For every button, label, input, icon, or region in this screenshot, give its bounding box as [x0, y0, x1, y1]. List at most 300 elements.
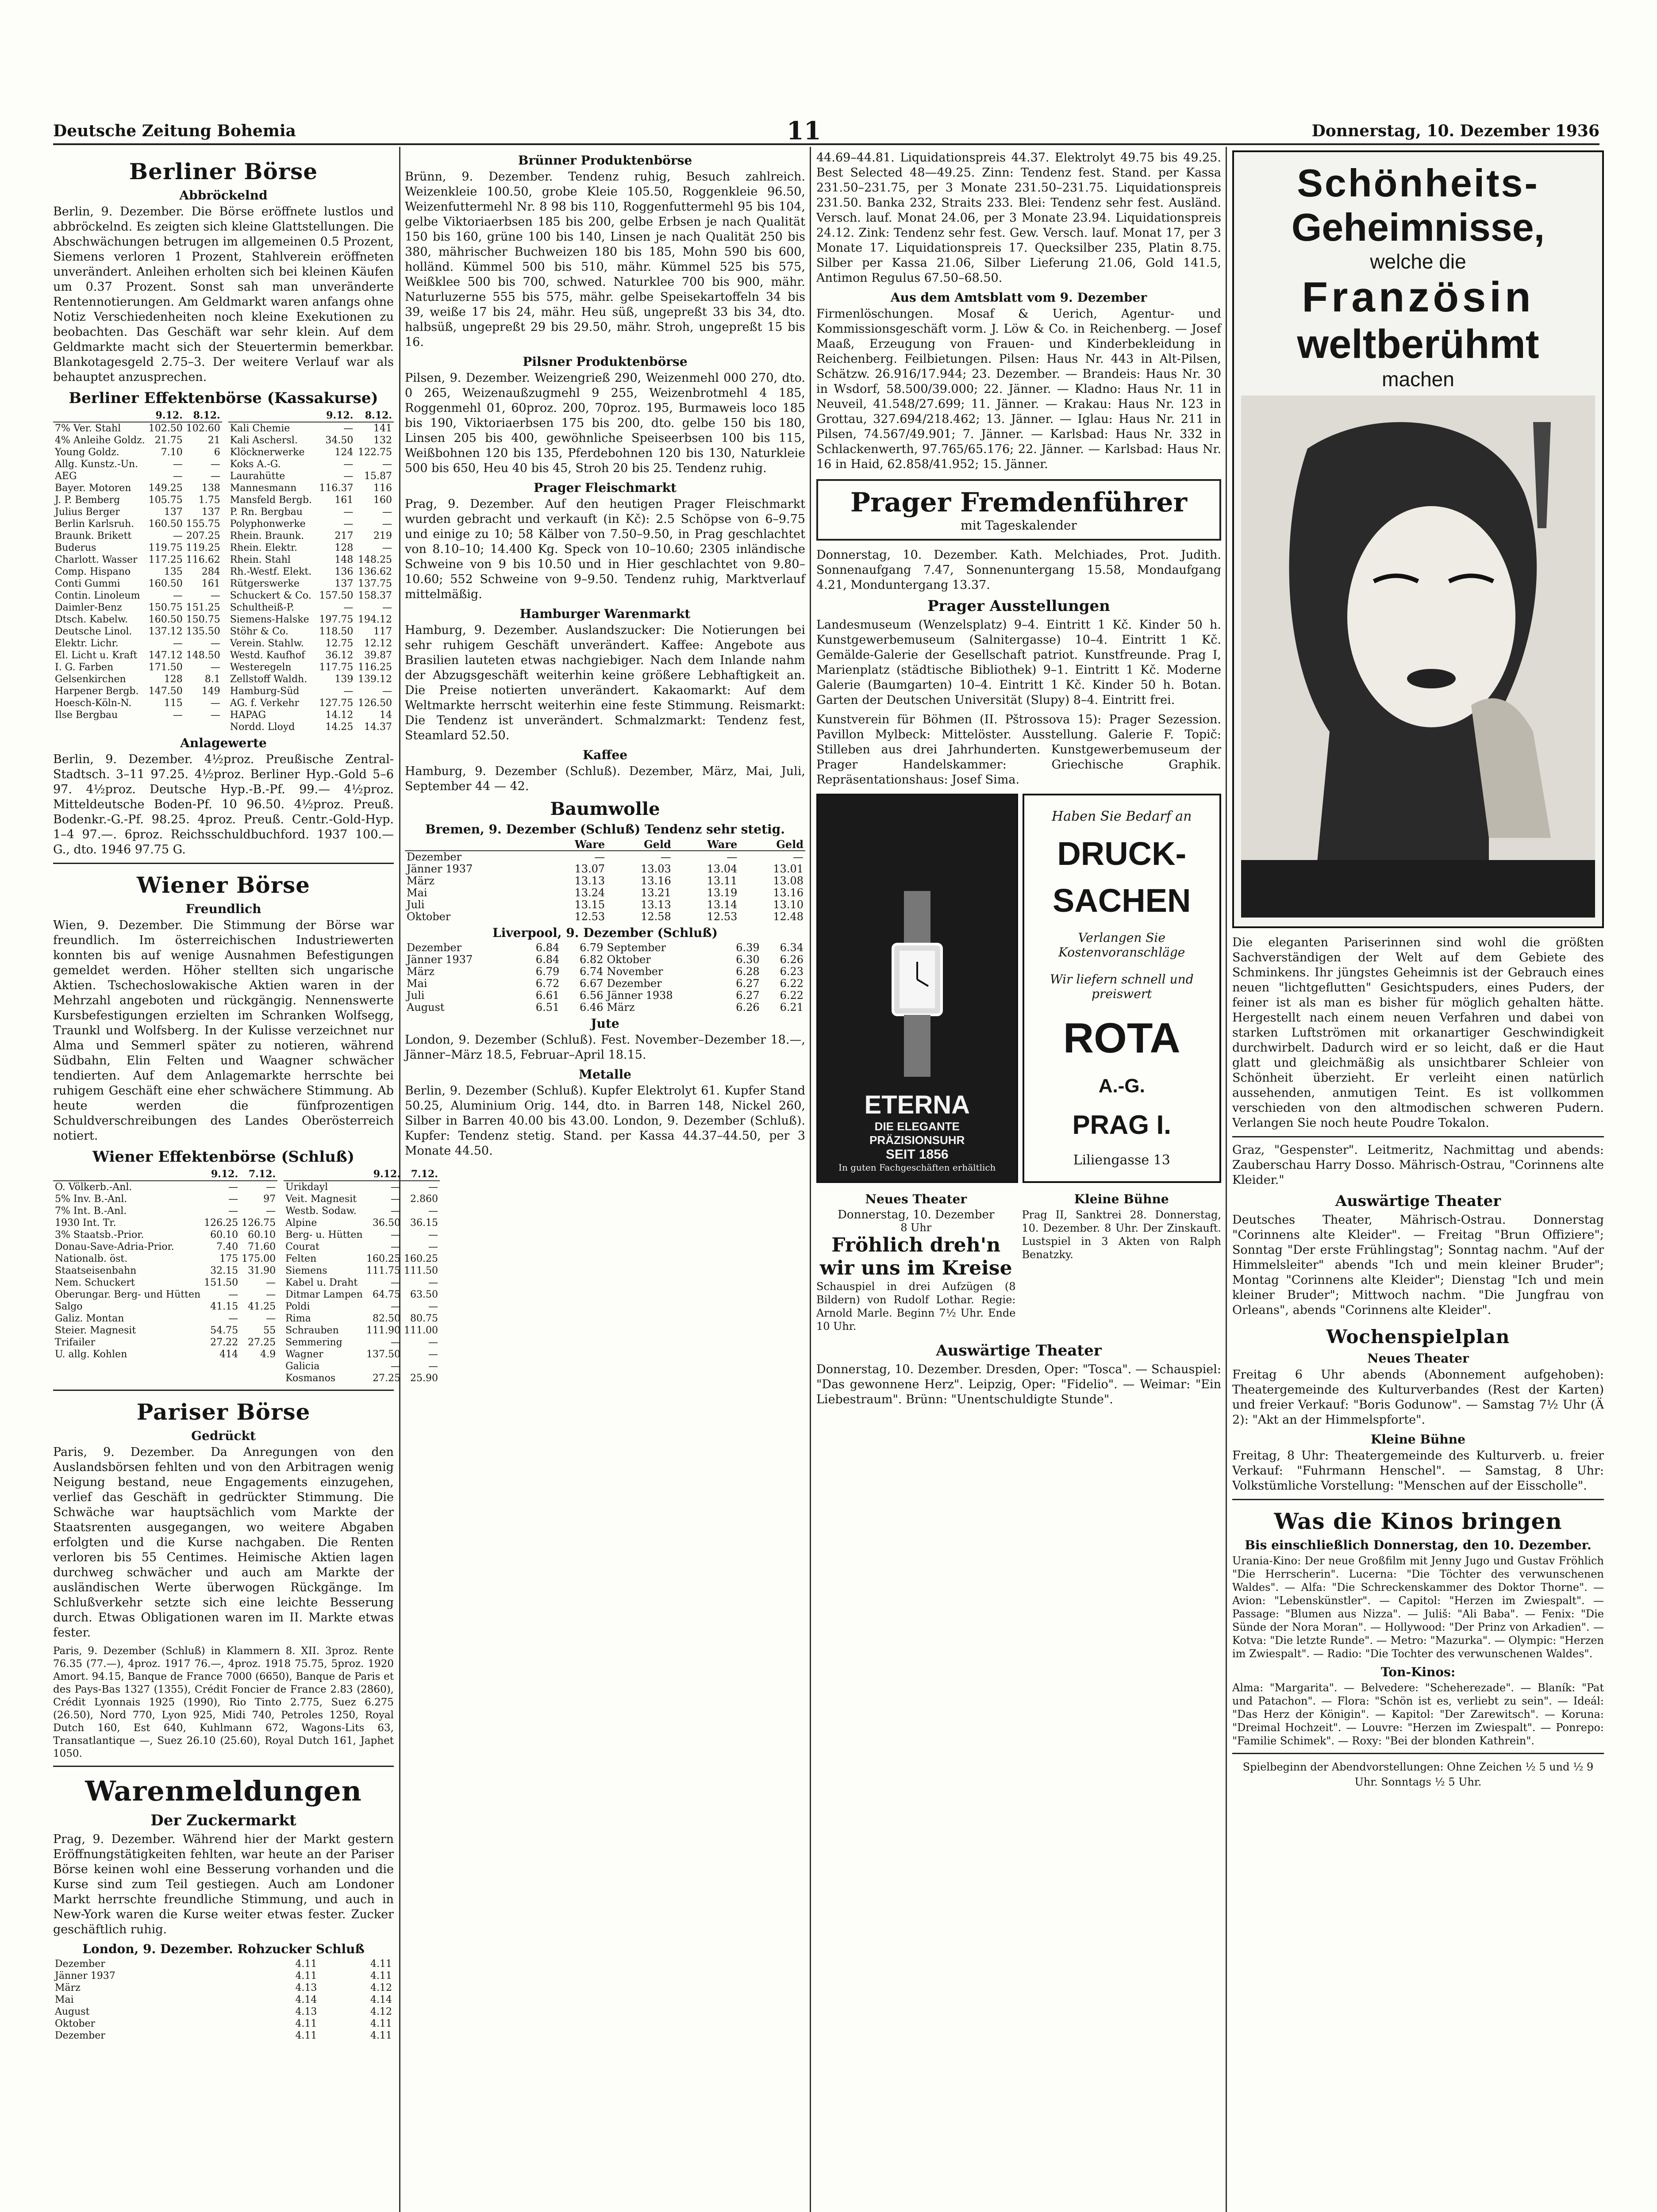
- row-label: AEG: [55, 471, 77, 482]
- row-value: —: [266, 1182, 276, 1193]
- table-row: [53, 1970, 394, 1982]
- table-row: [53, 530, 222, 542]
- row-label: Conti Gummi: [55, 578, 120, 589]
- berlin-table-title: Berliner Effektenbörse (Kassakurse): [69, 389, 378, 407]
- table-row: [228, 578, 394, 590]
- row-value: 8.1: [204, 674, 220, 685]
- amtsblatt-heading: Aus dem Amtsblatt vom 9. Dezember: [890, 290, 1147, 305]
- table-row: [228, 554, 394, 566]
- row-value: 111.75: [366, 1265, 400, 1276]
- rota-line-8: PRAG I.: [1072, 1110, 1171, 1140]
- row-value: —: [382, 542, 392, 553]
- row-value: 6.27: [736, 977, 760, 990]
- table-row: [228, 470, 394, 482]
- row-value: 4.13: [295, 1982, 317, 1993]
- table-row: [405, 990, 805, 1002]
- row-value: 207.25: [186, 530, 220, 541]
- row-value: —: [173, 590, 183, 601]
- table-row: [53, 1253, 277, 1265]
- row-value: —: [266, 1277, 276, 1288]
- tokalon-ad-text: Die eleganten Pariserinnen sind wohl die größten Sachverständigen der Welt auf dem Gebiete des Schminkens. Ihr jüngstes Geheimnis ist der Gebrauch eines neuen "lichtgeflutten" Gesichtspuders, eines Puders, der feiner ist als man es bisher für möglich gehalten hätte. Hergestellt nach einem neuen Verfahren und dabei von starken Luftströmen mit orkanartiger Geschwindigkeit durchwirbelt. Dadurch wird er so leicht, daß er die Haut glatt und gleichmäßig als unsichtbarer Schleier von Schönheit überzieht. Er verleiht einen natürlich aussehenden, anmutigen Teint. Es ist vollkommen verschieden von den altmodischen schweren Pudern. Verlangen Sie noch heute Poudre Tokalon.: [1232, 936, 1604, 1130]
- row-value: 13.16: [641, 875, 671, 887]
- row-value: 161: [334, 495, 354, 506]
- table-row: [53, 1289, 277, 1301]
- row-value: 1.75: [198, 495, 220, 506]
- table-row: [53, 1229, 277, 1241]
- fremd-intro: Donnerstag, 10. Dezember. Kath. Melchiades, Prot. Judith. Sonnenaufgang 7.47, Sonnenuntergang 15.58, Mondaufgang 4.21, Monduntergang 13.37.: [816, 548, 1221, 592]
- row-value: —: [173, 530, 183, 541]
- row-label: Kali Chemie: [230, 423, 290, 434]
- row-label: Oktober: [407, 910, 451, 923]
- row-label: Verein. Stahlw.: [230, 638, 304, 649]
- row-value: —: [343, 459, 354, 470]
- row-value: —: [382, 518, 392, 530]
- row-value: 116.37: [319, 483, 354, 494]
- row-value: —: [210, 590, 220, 601]
- row-label: Westeregeln: [230, 662, 292, 673]
- row-value: 6.46: [580, 1001, 604, 1014]
- table-row: [53, 1205, 277, 1217]
- row-value: 13.11: [707, 875, 738, 887]
- row-value: 151.50: [204, 1277, 238, 1288]
- berlin-table-right: 9.12. 8.12. Kali Chemie — 141 Kali Aschersl. 34.50 132 Klöcknerwerke 124 122.75 Koks A.-G. — — Laurahütte — 15.87 Mannesmann 116.37 116 Mansfeld Bergb. 161 160 P. Rn. Bergbau — — Polyphonwerke — — Rhein. Braunk. 217 219 Rhein. Elektr. 128 — Rhein. Stahl 148 148.25 Rh.-Westf. Elekt. 136 136.62 Rütgerswerke 137 137.75 Schuckert & Co. 157.50 158.37 Schultheiß-P. — — Siemens-Halske 197.75 194.12 Stöhr & Co. 118.50 117 Verein. Stahlw. 12.75 12.12 Westd. Kaufhof 36.12 39.87 Westeregeln 117.75 116.25 Zellstoff Waldh. 139 139.12 Hamburg-Süd — — AG. f. Verkehr 127.75 126.50 HAPAG 14.12 14 Nordd. Lloyd 14.25 14.37: [228, 410, 394, 733]
- rota-line-9: Liliengasse 13: [1073, 1152, 1170, 1168]
- row-value: März: [607, 1001, 635, 1014]
- row-value: 6.28: [736, 965, 760, 978]
- row-label: Mai: [407, 977, 427, 990]
- metall-continued: 44.69–44.81. Liquidationspreis 44.37. Elektrolyt 49.75 bis 49.25. Best Selected 48—49.25. Zinn: Tendenz fest. Stand. per Kassa 231.50–231.75, per 3 Monate 231.50–231.75. Liquidationspreis 231.50. Banka 232, Straits 233. Blei: Tendenz sehr fest. Ausländ. Versch. lauf. Monat 24.06, per 3 Monate 23.94. Liquidationspreis 24.12. Zink: Tendenz sehr fest. Gew. Versch. lauf. Monat 17, per 3 Monate 17. Liquidationspreis 17. Quecksilber 235, Platin 8.75. Silber per Kassa 21.06, Silber Lieferung 21.06, Gold 141.5, Antimon Regulus 67.50–68.50.: [816, 151, 1221, 285]
- row-value: —: [210, 662, 220, 673]
- row-value: 116.62: [186, 554, 220, 565]
- row-value: 148.50: [186, 650, 220, 661]
- pilsen-heading: Pilsner Produktenbörse: [523, 354, 688, 369]
- row-value: 21: [208, 435, 220, 446]
- row-label: Charlott. Wasser: [55, 554, 138, 565]
- row-label: Urikdayl: [285, 1182, 328, 1193]
- row-label: Felten: [285, 1253, 317, 1264]
- row-label: Rima: [285, 1313, 311, 1324]
- row-value: 6.61: [535, 989, 560, 1002]
- table-row: [53, 458, 222, 470]
- row-value: —: [228, 1313, 238, 1324]
- row-label: März: [407, 965, 434, 978]
- row-label: Salgo: [55, 1301, 83, 1312]
- row-value: 127.75: [319, 698, 354, 709]
- row-label: Jänner 1937: [407, 953, 473, 966]
- row-value: 160.50: [148, 518, 183, 530]
- table-row: [228, 614, 394, 626]
- row-label: Rhein. Elektr.: [230, 542, 298, 553]
- row-value: 12.75: [325, 638, 354, 649]
- row-value: November: [607, 965, 663, 978]
- row-label: Zellstoff Waldh.: [230, 674, 308, 685]
- row-label: Galicia: [285, 1361, 320, 1372]
- row-value: 12.12: [364, 638, 392, 649]
- row-value: 60.10: [248, 1229, 276, 1240]
- row-value: —: [390, 1337, 400, 1348]
- row-label: Schrauben: [285, 1325, 339, 1336]
- row-value: 217: [334, 530, 354, 541]
- row-value: 4.13: [295, 2006, 317, 2017]
- rota-line-4: Verlangen Sie Kostenvoranschläge: [1058, 930, 1185, 960]
- ad-headline-4: Französin: [1302, 273, 1534, 321]
- row-label: Jänner 1937: [55, 1970, 115, 1982]
- table-row: [53, 602, 222, 614]
- row-label: O. Völkerb.-Anl.: [55, 1182, 132, 1193]
- row-value: 147.50: [148, 686, 183, 697]
- row-value: 4.11: [370, 1970, 392, 1982]
- row-value: 7.40: [216, 1241, 238, 1252]
- row-value: 4.12: [370, 2006, 392, 2017]
- row-value: 414: [219, 1349, 238, 1360]
- row-label: März: [407, 875, 434, 887]
- neues-theater-program: Neues Theater Donnerstag, 10. Dezember 8 Uhr Fröhlich dreh'n wir uns im Kreise Schauspiel in drei Aufzügen (8 Bildern) von Rudolf Lothar. Regie: Arnold Marle. Beginn 7½ Uhr. Ende 10 Uhr.: [816, 1192, 1016, 1333]
- column-4: [1232, 150, 1604, 2212]
- table-row: [405, 863, 805, 875]
- row-value: —: [727, 851, 738, 863]
- row-value: 6.23: [780, 965, 804, 978]
- row-label: Schultheiß-P.: [230, 602, 295, 613]
- row-value: —: [210, 459, 220, 470]
- table-row: [53, 1325, 277, 1336]
- table-row: [405, 887, 805, 899]
- row-value: 171.50: [148, 662, 183, 673]
- row-value: 111.00: [404, 1325, 438, 1336]
- row-value: 12.53: [707, 910, 738, 923]
- row-label: Elektr. Lichr.: [55, 638, 119, 649]
- row-value: 82.50: [372, 1313, 400, 1324]
- row-value: 63.50: [410, 1289, 438, 1300]
- table-row: [53, 1958, 394, 1970]
- row-value: 6.22: [780, 977, 804, 990]
- table-row: [228, 649, 394, 661]
- row-label: Julius Berger: [55, 507, 120, 518]
- row-value: 155.75: [186, 518, 220, 530]
- row-value: 13.13: [641, 899, 671, 911]
- row-value: —: [390, 1361, 400, 1372]
- brunn-report: Brünn, 9. Dezember. Tendenz ruhig, Besuch zahlreich. Weizenkleie 100.50, grobe Kleie 105.50, Roggenkleie 96.50, Weizenfuttermehl Nr. 8 98 bis 110, Roggenfuttermehl 95 bis 104, gelbe Viktoriaerbsen 185 bis 200, gelbe Erbsen je nach Qualität 150 bis 160, grüne 100 bis 140, Linsen je nach Qualität 250 bis 380, mährischer Buchweizen 180 bis 185, Mohn 590 bis 600, holländ. Kümmel 500 bis 510, mähr. Kümmel 525 bis 575, Weißklee 500 bis 700, schwed. Naturklee 700 bis 900, mähr. Naturluzerne 555 bis 575, mähr. gelbe Speisekartoffeln 34 bis 39, weiße 17 bis 24, mähr. Heu süß, ungepreßt 33 bis 34, dto. halbsüß, ungepreßt 29 bis 29.50, mähr. Stroh, ungepreßt 15 bis 16.: [405, 170, 805, 349]
- row-label: P. Rn. Bergbau: [230, 507, 303, 518]
- kleine-buehne-heading: Kleine Bühne: [1371, 1432, 1465, 1447]
- row-label: Schuckert & Co.: [230, 590, 311, 601]
- berlin-subheading: Abbröckelnd: [179, 188, 268, 203]
- row-label: Allg. Kunstz.-Un.: [55, 459, 138, 470]
- row-label: Deutsche Linol.: [55, 626, 132, 637]
- row-label: I. G. Farben: [55, 662, 114, 673]
- row-label: Dtsch. Kabelw.: [55, 614, 128, 625]
- row-label: Laurahütte: [230, 471, 285, 482]
- table-row: [53, 626, 222, 637]
- wochenspielplan-heading: Wochenspielplan: [1326, 1326, 1510, 1348]
- col4-auswaertige-heading: Auswärtige Theater: [1335, 1192, 1501, 1210]
- row-label: Nationalb. öst.: [55, 1253, 128, 1264]
- row-value: 27.22: [210, 1337, 238, 1348]
- row-value: 4.11: [370, 1959, 392, 1970]
- row-value: 148.25: [358, 554, 392, 565]
- table-row: [53, 1301, 277, 1313]
- spielbeginn-note: Spielbeginn der Abendvorstellungen: Ohne Zeichen ½ 5 und ½ 9 Uhr. Sonntags ½ 5 Uhr.: [1242, 1761, 1594, 1788]
- kinos-heading: Was die Kinos bringen: [1274, 1508, 1562, 1534]
- rota-line-2: DRUCK-: [1057, 835, 1187, 872]
- berlin-report: Berlin, 9. Dezember. Die Börse eröffnete lustlos und abbröckelnd. Es zeigten sich kleine Glattstellungen. Die Abschwächungen betrugen im allgemeinen 0.5 Prozent, Siemens verloren 1 Prozent, Stahlverein eröffneten unverändert. Anleihen erholten sich bei kleinen Käufen um 0.37 Prozent. Sonst sah man unveränderte Rentennotierungen. Am Geldmarkt waren anfangs ohne Notiz Verschiedenheiten noch kleine Exekutionen zu beobachten. Das Geschäft war sehr klein. Auf dem Geldmarkte macht sich der Steuertermin bemerkbar. Blankotagesgeld 2.75–3. Der weitere Verlauf war als behauptet anzusprechen.: [53, 205, 394, 384]
- table-row: [228, 709, 394, 721]
- row-value: 4.11: [370, 2018, 392, 2029]
- row-label: Kabel u. Draht: [285, 1277, 358, 1288]
- row-label: Westd. Kaufhof: [230, 650, 305, 661]
- row-label: 7% Int. B.-Anl.: [55, 1206, 127, 1217]
- tonkinos-heading: Ton-Kinos:: [1380, 1665, 1456, 1679]
- rota-line-5: Wir liefern schnell und preiswert: [1050, 972, 1194, 1002]
- row-value: —: [343, 471, 354, 482]
- table-row: [228, 637, 394, 649]
- table-row: [405, 911, 805, 923]
- row-label: Koks A.-G.: [230, 459, 281, 470]
- page-number: 11: [786, 116, 821, 146]
- row-value: 14.12: [325, 710, 354, 721]
- row-label: Berlin Karlsruh.: [55, 518, 135, 530]
- row-value: 160.25: [366, 1253, 400, 1264]
- row-value: 117.75: [319, 662, 354, 673]
- row-value: 6.56: [580, 989, 604, 1002]
- row-value: 137: [334, 578, 354, 589]
- row-value: 34.50: [325, 435, 354, 446]
- row-label: Dezember: [55, 2030, 105, 2041]
- row-value: 132: [373, 435, 392, 446]
- table-row: [53, 1217, 277, 1229]
- row-value: 60.10: [210, 1229, 238, 1240]
- brunn-heading: Brünner Produktenbörse: [518, 153, 692, 168]
- row-value: 122.75: [358, 447, 392, 458]
- paris-heading: Pariser Börse: [136, 1399, 311, 1425]
- rota-line-1: Haben Sie Bedarf an: [1052, 809, 1192, 825]
- row-label: Siemens-Halske: [230, 614, 309, 625]
- row-label: Alpine: [285, 1217, 317, 1229]
- row-value: —: [428, 1206, 438, 1217]
- row-label: 4% Anleihe Goldz.: [55, 435, 145, 446]
- table-row: [405, 954, 805, 966]
- row-value: 25.90: [410, 1373, 438, 1384]
- row-value: —: [210, 698, 220, 709]
- row-value: —: [266, 1289, 276, 1300]
- row-value: —: [343, 518, 354, 530]
- row-value: 7.10: [161, 447, 183, 458]
- row-label: Kosmanos: [285, 1373, 336, 1384]
- row-label: Steier. Magnesit: [55, 1325, 136, 1336]
- table-row: [405, 966, 805, 978]
- row-value: —: [266, 1206, 276, 1217]
- table-row: [53, 1277, 277, 1289]
- row-value: 13.14: [707, 899, 738, 911]
- row-value: 117.25: [148, 554, 183, 565]
- row-label: Berg- u. Hütten: [285, 1229, 363, 1240]
- row-value: 14: [380, 710, 392, 721]
- kaffee-heading: Kaffee: [582, 748, 628, 762]
- row-value: —: [228, 1289, 238, 1300]
- table-row: [53, 1241, 277, 1253]
- table-row: [405, 978, 805, 990]
- eterna-line-1: DIE ELEGANTE: [874, 1120, 960, 1133]
- row-value: 13.08: [773, 875, 804, 887]
- fremd-title: Prager Fremdenführer: [850, 487, 1188, 518]
- row-label: Nem. Schuckert: [55, 1277, 135, 1288]
- row-value: 36.12: [325, 650, 354, 661]
- row-value: 126.50: [358, 698, 392, 709]
- row-value: 4.14: [370, 1994, 392, 2005]
- row-value: 139: [334, 674, 354, 685]
- row-label: Buderus: [55, 542, 96, 553]
- table-row: [53, 1994, 394, 2006]
- table-row: [53, 1982, 394, 1994]
- kleine-buehne-program: Kleine Bühne Prag II, Sanktrei 28. Donnerstag, 10. Dezember. 8 Uhr. Der Zinskauft. Lustspiel in 3 Akten von Ralph Benatzky.: [1022, 1192, 1221, 1261]
- table-row: [228, 422, 394, 434]
- row-value: 141: [373, 423, 392, 434]
- row-value: 36.50: [372, 1217, 400, 1229]
- wien-table-title: Wiener Effektenbörse (Schluß): [92, 1148, 354, 1166]
- row-value: 27.25: [372, 1373, 400, 1384]
- row-label: Mannesmann: [230, 483, 297, 494]
- row-value: 12.48: [773, 910, 804, 923]
- row-label: Courat: [285, 1241, 319, 1252]
- row-label: Gelsenkirchen: [55, 674, 126, 685]
- table-row: [53, 470, 222, 482]
- row-value: 15.87: [364, 471, 392, 482]
- masthead-date: Donnerstag, 10. Dezember 1936: [1311, 122, 1599, 140]
- table-row: [228, 673, 394, 685]
- row-value: 4.11: [295, 1970, 317, 1982]
- row-value: 148: [334, 554, 354, 565]
- row-value: 6.84: [535, 953, 560, 966]
- row-value: 4.11: [370, 2030, 392, 2041]
- row-value: 4.12: [370, 1982, 392, 1993]
- row-value: —: [594, 851, 605, 863]
- row-label: August: [55, 2006, 90, 2017]
- row-value: 41.25: [248, 1301, 276, 1312]
- wristwatch-illustration: [869, 891, 966, 1077]
- row-label: 5% Inv. B.-Anl.: [55, 1194, 127, 1205]
- row-value: —: [266, 1313, 276, 1324]
- row-value: 6: [214, 447, 220, 458]
- column-1: [53, 150, 438, 2212]
- row-value: 135.50: [186, 626, 220, 637]
- row-value: 116.25: [358, 662, 392, 673]
- row-value: 194.12: [358, 614, 392, 625]
- row-value: 6.79: [535, 965, 560, 978]
- kaffee-report: Hamburg, 9. Dezember (Schluß). Dezember, März, Mai, Juli, September 44 — 42.: [405, 764, 805, 793]
- tonkinos-list: Alma: "Margarita". — Belvedere: "Scheherezade". — Blaník: "Pat und Patachon". — Flora: "Schön ist es, verliebt zu sein". — Ideál: "Das Herz der Königin". — Kapitol: "Der Zarewitsch". — Koruna: "Dreimal Hochzeit". — Louvre: "Herzen im Zwiespalt". — Ponrepo: "Familie Schimek". — Roxy: "Bei der blonden Kathrein".: [1232, 1682, 1604, 1747]
- table-row: [405, 899, 805, 911]
- row-value: 4.14: [295, 1994, 317, 2005]
- table-row: [228, 685, 394, 697]
- row-value: 219: [373, 530, 392, 541]
- wien-report: Wien, 9. Dezember. Die Stimmung der Börse war freundlich. Im österreichischen Industriewerten konnten bis auf wenige Ausnahmen Befestigungen gemeldet werden. Höher stellten sich ungarische Aktien. Tschechoslowakische Aktien waren in der Mehrzahl angeboten und rückgängig. Nennenswerte Kursbefestigungen erzielten im Schranken Wolfsegg, Traunkl und Wolfsberg. In der Kulisse verzeichnet nur Alma und Semmerl später zu notieren, während Südbahn, Elin Felten und Waagner schwächer tendierten. Auf dem Anlagemarkte herrschte bei ruhigem Geschäft eine eher schwächere Stimmung. Ab heute werden die fünfprozentigen Schuldverschreibungen des Landes Oberösterreich notiert.: [53, 918, 394, 1143]
- table-row: [53, 542, 222, 554]
- eterna-line-4: In guten Fachgeschäften erhältlich: [838, 1162, 996, 1173]
- row-value: 32.15: [210, 1265, 238, 1276]
- table-row: [228, 518, 394, 530]
- row-value: 71.60: [248, 1241, 276, 1252]
- row-label: Polyphonwerke: [230, 518, 306, 530]
- row-value: 13.10: [773, 899, 804, 911]
- row-value: 158.37: [358, 590, 392, 601]
- wien-table-left: 9.12. 7.12. O. Völkerb.-Anl. — — 5% Inv. B.-Anl. — 97 7% Int. B.-Anl. — — 1930 Int. Tr. 126.25 126.75 3% Staatsb.-Prior. 60.10 60.10 Donau-Save-Adria-Prior. 7.40 71.60 Nationalb. öst. 175 175.00 Staatseisenbahn 32.15 31.90 Nem. Schuckert 151.50 — Oberungar. Berg- und Hütten — — Salgo 41.15 41.25 Galiz. Montan — — Steier. Magnesit 54.75 55 Trifailer 27.22 27.25 U. allg. Kohlen 414 4.9: [53, 1168, 277, 1360]
- paris-quotes: Paris, 9. Dezember (Schluß) in Klammern 8. XII. 3proz. Rente 76.35 (77.—), 4proz. 1917 76.—, 4proz. 1918 75.75, 5proz. 1920 Amort. 94.15, Banque de France 7000 (6650), Banque de Paris et des Pays-Bas 1327 (1355), Crédit Foncier de France 2.83 (2860), Crédit Lyonnais 1925 (1990), Rio Tinto 2.775, Suez 6.275 (26.50), Nord 770, Lyon 925, Midi 740, Petroles 1250, Royal Dutch 160, Est 640, Kuhlmann 672, Wagons-Lits 63, Transatlantique —, Suez 26.10 (25.60), Royal Dutch 161, Japhet 1050.: [53, 1645, 394, 1759]
- row-value: 13.13: [574, 875, 605, 887]
- masthead: [53, 116, 1599, 146]
- row-label: Donau-Save-Adria-Prior.: [55, 1241, 174, 1252]
- row-value: —: [428, 1277, 438, 1288]
- row-value: September: [607, 941, 666, 954]
- table-row: [53, 2018, 394, 2030]
- row-value: 80.75: [410, 1313, 438, 1324]
- wochenspielplan-sub: Neues Theater: [1367, 1351, 1469, 1366]
- table-row: [53, 649, 222, 661]
- table-row: [53, 1193, 277, 1205]
- row-value: 64.75: [372, 1289, 400, 1300]
- row-value: —: [210, 471, 220, 482]
- row-value: 175.00: [242, 1253, 276, 1264]
- row-value: 13.01: [773, 863, 804, 875]
- table-row: [53, 554, 222, 566]
- row-value: 135: [164, 566, 183, 577]
- row-value: 137: [164, 507, 183, 518]
- fremdenfuehrer-box: [816, 479, 1221, 541]
- row-value: 102.50: [148, 423, 183, 434]
- row-value: 4.11: [295, 2018, 317, 2029]
- bremen-table: Ware Geld Ware Geld Dezember — — — — Jänner 1937 13.07 13.03 13.04 13.01 März 13.13 13.16 13.11 13.08 Mai 13.24 13.21 13.19 13.16 Juli 13.15 13.13 13.14 13.10 Oktober 12.53 12.58 12.53 12.48: [405, 838, 805, 923]
- row-label: Contin. Linoleum: [55, 590, 140, 601]
- row-value: 6.84: [535, 941, 560, 954]
- table-row: [228, 494, 394, 506]
- row-value: 6.34: [780, 941, 804, 954]
- row-label: Bayer. Motoren: [55, 483, 131, 494]
- row-value: 6.39: [736, 941, 760, 954]
- row-value: 12.58: [641, 910, 671, 923]
- row-value: 284: [201, 566, 220, 577]
- wien-subheading: Freundlich: [185, 902, 261, 916]
- row-value: —: [428, 1301, 438, 1312]
- row-value: —: [382, 602, 392, 613]
- table-row: [53, 2030, 394, 2042]
- column-2: [405, 150, 805, 2212]
- fleisch-report: Prag, 9. Dezember. Auf den heutigen Prager Fleischmarkt wurden gebracht und verkauft (in Kč): 2.5 Schöpse von 6–9.75 und einige zu 10; 58 Kälber von 7.50–9.50, in Prag geschlachtet von 8.10–10; 14.400 Kg. Speck von 10–10.60; 2305 inländische Schweine von 9 bis 10.50 und in Hier geschlachtet von 9.80–10.60; 552 Schweine von 9–9.50. Tendenz ruhig, Marktverlauf mittelmäßig.: [405, 497, 805, 601]
- row-label: Comp. Hispano: [55, 566, 131, 577]
- row-value: 160.50: [148, 614, 183, 625]
- row-value: —: [428, 1349, 438, 1360]
- row-value: 126.25: [204, 1217, 238, 1229]
- row-value: 6.67: [580, 977, 604, 990]
- row-value: 102.60: [186, 423, 220, 434]
- row-value: 149: [201, 686, 220, 697]
- row-value: 13.15: [574, 899, 605, 911]
- row-value: —: [173, 710, 183, 721]
- table-row: [228, 566, 394, 578]
- bremen-title: Bremen, 9. Dezember (Schluß) Tendenz sehr stetig.: [425, 822, 785, 837]
- kunstverein-list: Kunstverein für Böhmen (II. Pštrossova 15): Prager Sezession. Pavillon Mylbeck: Mittelöster. Ausstellung. Galerie F. Topič: Stilleben aus drei Jahrhunderten. Kunstgewerbemuseum der Prager Handelskammer: Griechische Graphik. Repräsentationshaus: Josef Sima.: [816, 713, 1221, 787]
- table-row: [53, 1348, 277, 1360]
- table-row: [228, 661, 394, 673]
- table-row: [53, 566, 222, 578]
- kleine-buehne-text: Freitag, 8 Uhr: Theatergemeinde des Kulturverb. u. freier Verkauf: "Fuhrmann Henschel". — Samstag, 8 Uhr: Volkstümliche Vorstellung: "Menschen auf der Eisscholle".: [1232, 1449, 1604, 1493]
- row-label: Ditmar Lampen: [285, 1289, 363, 1300]
- row-label: Rütgerswerke: [230, 578, 300, 589]
- rota-line-3: SACHEN: [1053, 882, 1191, 919]
- table-row: [228, 626, 394, 637]
- row-label: AG. f. Verkehr: [230, 698, 300, 709]
- row-value: 13.03: [641, 863, 671, 875]
- fremd-subtitle: mit Tageskalender: [961, 518, 1077, 533]
- row-value: 13.21: [641, 887, 671, 899]
- table-row: [53, 697, 222, 709]
